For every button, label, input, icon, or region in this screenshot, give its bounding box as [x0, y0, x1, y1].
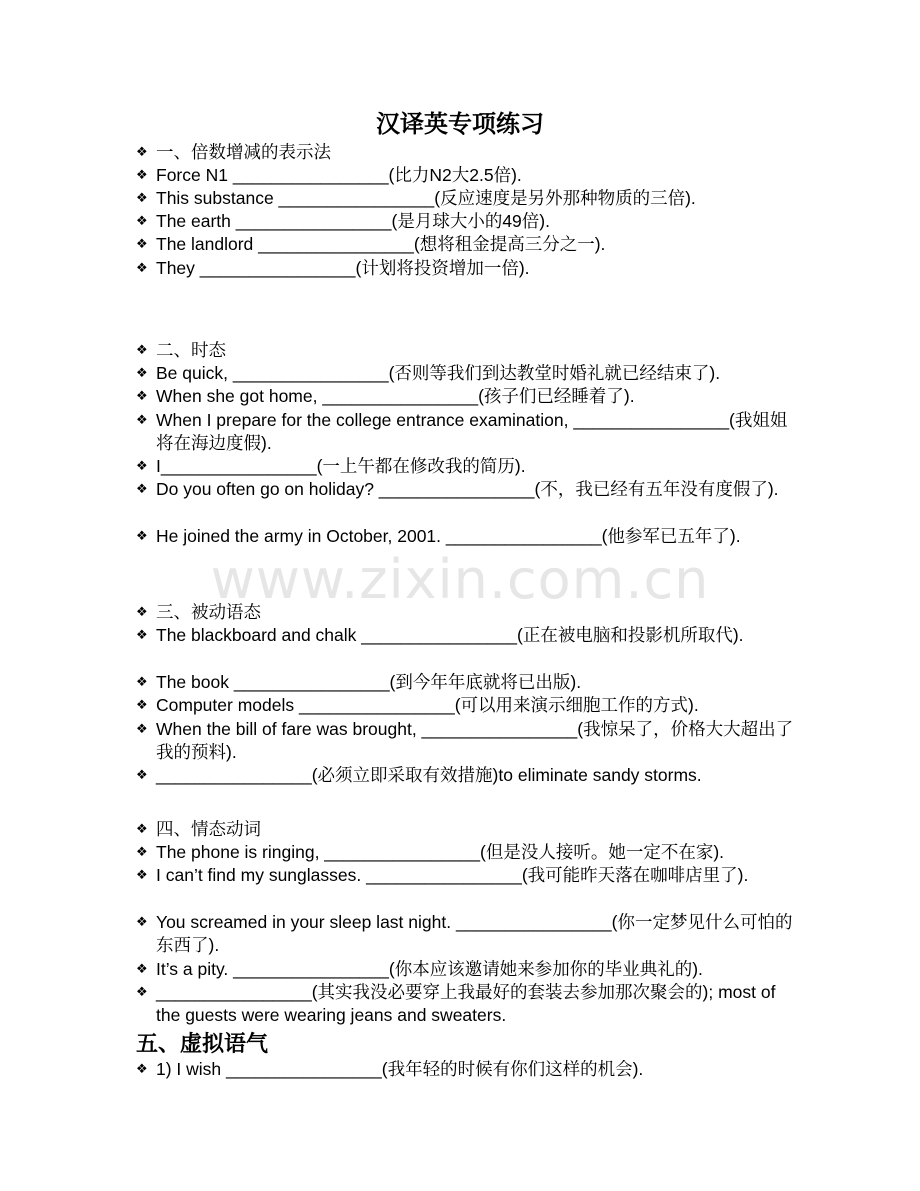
list-item: ❖ When she got home, ________________(孩子们已经睡着了).	[136, 386, 635, 406]
watermark: www.zixin.com.cn	[210, 548, 710, 611]
list-item: ❖ When I prepare for the college entrance examination, ________________(我姐姐将在海边度假).	[136, 410, 788, 453]
diamond-bullet-icon: ❖	[136, 915, 148, 930]
list-item: ❖ This substance ________________(反应速度是另外那种物质的三倍).	[136, 188, 696, 208]
list-item: ❖ Do you often go on holiday? ________________(不，我已经有五年没有度假了).	[136, 479, 779, 499]
diamond-bullet-icon: ❖	[136, 237, 148, 252]
diamond-bullet-icon: ❖	[136, 985, 148, 1000]
diamond-bullet-icon: ❖	[136, 605, 148, 620]
list-item: ❖ It’s a pity. ________________(你本应该邀请她来参加你的毕业典礼的).	[136, 959, 703, 979]
diamond-bullet-icon: ❖	[136, 722, 148, 737]
section-heading-5: 五、虚拟语气	[136, 1031, 269, 1057]
list-item: ❖ They ________________(计划将投资增加一倍).	[136, 258, 530, 278]
diamond-bullet-icon: ❖	[136, 145, 148, 160]
diamond-bullet-icon: ❖	[136, 675, 148, 690]
diamond-bullet-icon: ❖	[136, 343, 148, 358]
list-item: ❖ Be quick, ________________(否则等我们到达教堂时婚礼就已经结束了).	[136, 363, 721, 383]
list-item: ❖ When the bill of fare was brought, ________________(我惊呆了，价格大大超出了我的预料).	[136, 719, 794, 762]
diamond-bullet-icon: ❖	[136, 868, 148, 883]
diamond-bullet-icon: ❖	[136, 168, 148, 183]
list-item: ❖ I________________(一上午都在修改我的简历).	[136, 456, 526, 476]
list-item: ❖ 1) I wish ________________(我年轻的时候有你们这样的机会).	[136, 1059, 644, 1079]
diamond-bullet-icon: ❖	[136, 459, 148, 474]
diamond-bullet-icon: ❖	[136, 962, 148, 977]
diamond-bullet-icon: ❖	[136, 628, 148, 643]
diamond-bullet-icon: ❖	[136, 529, 148, 544]
section-heading-3: ❖ 三、被动语态	[136, 602, 261, 622]
list-item: ❖ The book ________________(到今年年底就将已出版).	[136, 672, 582, 692]
diamond-bullet-icon: ❖	[136, 822, 148, 837]
list-item: ❖ You screamed in your sleep last night. ________________(你一定梦见什么可怕的东西了).	[136, 912, 793, 955]
diamond-bullet-icon: ❖	[136, 366, 148, 381]
list-item: ❖ The phone is ringing, ________________(但是没人接听。她一定不在家).	[136, 842, 725, 862]
diamond-bullet-icon: ❖	[136, 413, 148, 428]
diamond-bullet-icon: ❖	[136, 482, 148, 497]
diamond-bullet-icon: ❖	[136, 768, 148, 783]
list-item: ❖ The landlord ________________(想将租金提高三分之一).	[136, 234, 606, 254]
diamond-bullet-icon: ❖	[136, 1062, 148, 1077]
diamond-bullet-icon: ❖	[136, 845, 148, 860]
page-title: 汉译英专项练习	[376, 109, 544, 138]
list-item: ❖ Force N1 ________________(比力N2大2.5倍).	[136, 165, 522, 185]
diamond-bullet-icon: ❖	[136, 698, 148, 713]
list-item: ❖ The blackboard and chalk ________________(正在被电脑和投影机所取代).	[136, 625, 744, 645]
diamond-bullet-icon: ❖	[136, 389, 148, 404]
list-item: ❖ Computer models ________________(可以用来演示细胞工作的方式).	[136, 695, 699, 715]
list-item: ❖ ________________(必须立即采取有效措施)to eliminate sandy storms.	[136, 765, 702, 785]
section-heading-1: ❖ 一、倍数增减的表示法	[136, 142, 331, 162]
list-item: ❖ ________________(其实我没必要穿上我最好的套装去参加那次聚会的); most of the guests were wearing jeans and sweaters.	[136, 982, 776, 1025]
diamond-bullet-icon: ❖	[136, 214, 148, 229]
list-item: ❖ The earth ________________(是月球大小的49倍).	[136, 211, 550, 231]
diamond-bullet-icon: ❖	[136, 191, 148, 206]
list-item: ❖ I can’t find my sunglasses. ________________(我可能昨天落在咖啡店里了).	[136, 865, 749, 885]
section-heading-4: ❖ 四、情态动词	[136, 819, 261, 839]
diamond-bullet-icon: ❖	[136, 261, 148, 276]
section-heading-2: ❖ 二、时态	[136, 340, 226, 360]
list-item: ❖ He joined the army in October, 2001. ________________(他参军已五年了).	[136, 526, 741, 546]
